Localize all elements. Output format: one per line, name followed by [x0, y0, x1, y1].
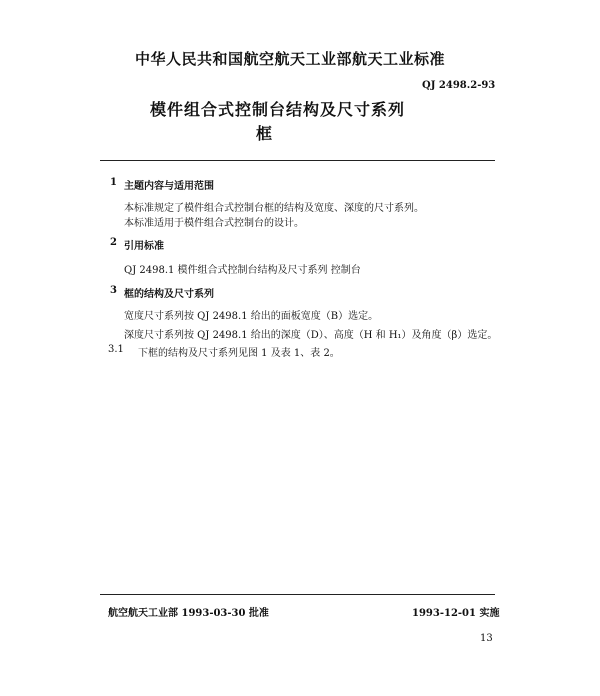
section-1-number: 1	[110, 177, 117, 188]
footer-divider	[100, 594, 495, 595]
page-number: 13	[480, 633, 493, 644]
approval-date: 航空航天工业部 1993-03-30 批准	[108, 608, 269, 619]
header-divider	[100, 160, 495, 161]
section-1-title: 主题内容与适用范围	[124, 181, 214, 192]
issuing-authority-header: 中华人民共和国航空航天工业部航天工业标准	[135, 50, 446, 68]
implementation-date: 1993-12-01 实施	[412, 608, 500, 619]
document-title-line2: 框	[256, 124, 273, 143]
section-1-paragraph-2: 本标准适用于模件组合式控制台的设计。	[124, 218, 304, 229]
section-3-number: 3	[110, 285, 117, 296]
document-title-line1: 模件组合式控制台结构及尺寸系列	[150, 100, 406, 119]
section-2-title: 引用标准	[124, 241, 164, 252]
section-1-paragraph-1: 本标准规定了模件组合式控制台框的结构及宽度、深度的尺寸系列。	[124, 203, 424, 214]
clause-3-1-text: 下框的结构及尺寸系列见图 1 及表 1、表 2。	[138, 348, 340, 359]
reference-standard: QJ 2498.1 模件组合式控制台结构及尺寸系列 控制台	[124, 265, 361, 276]
section-3-paragraph-1: 宽度尺寸系列按 QJ 2498.1 给出的面板宽度（B）选定。	[124, 311, 379, 322]
section-3-title: 框的结构及尺寸系列	[124, 289, 214, 300]
clause-3-1-number: 3.1	[108, 344, 124, 355]
standard-code: QJ 2498.2-93	[422, 80, 496, 91]
section-2-number: 2	[110, 237, 117, 248]
section-3-paragraph-2: 深度尺寸系列按 QJ 2498.1 给出的深度（D）、高度（H 和 H₁）及角度（β）选定。	[124, 330, 498, 341]
